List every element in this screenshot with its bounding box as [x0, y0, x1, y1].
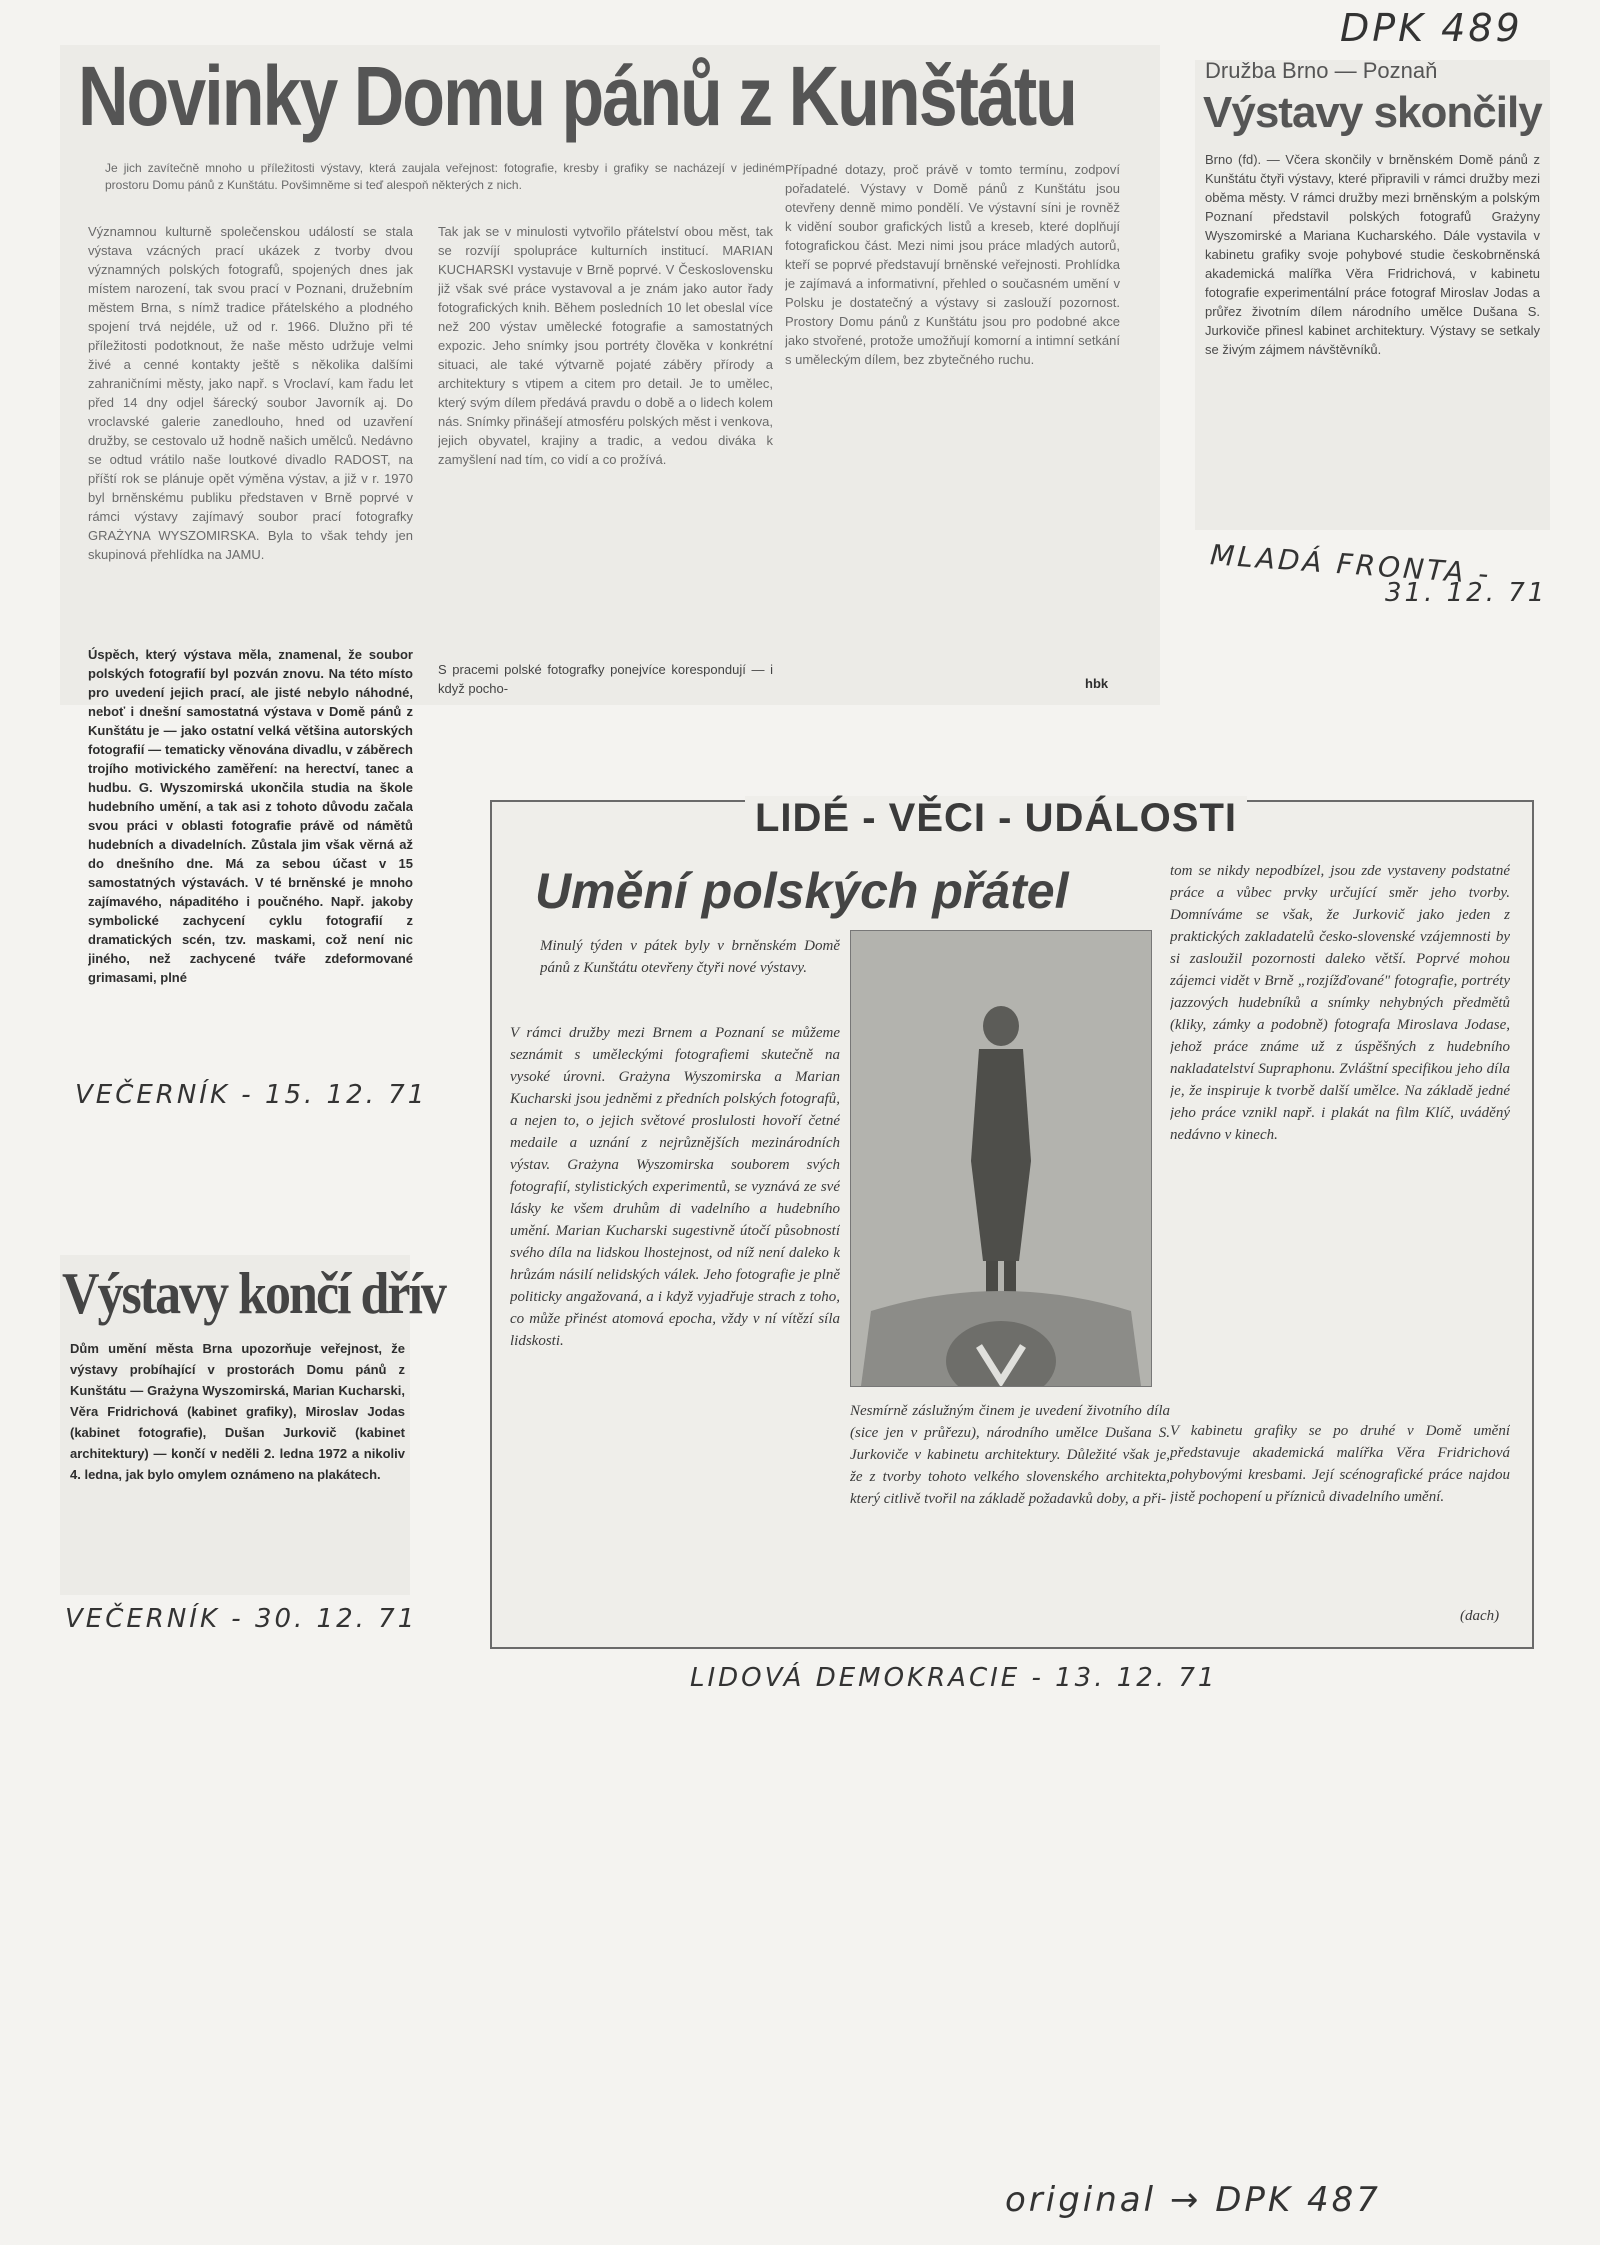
novinky-col-2-end: S pracemi polské fotografky ponejvíce korespondují — i když pocho-	[438, 662, 773, 696]
konci-headline: Výstavy končí dřív	[62, 1261, 445, 1327]
umeni-section-banner: LIDÉ - VĚCI - UDÁLOSTI	[745, 796, 1247, 841]
novinky-headline: Novinky Domu pánů z Kunštátu	[78, 49, 1076, 143]
umeni-headline: Umění polských přátel	[535, 863, 1069, 919]
umeni-left-col: V rámci družby mezi Brnem a Poznaní se můžeme seznámit s uměleckými fotografiemi skutečně na vysoké úrovni. Grażyna Wyszomirska a Marian Kucharski jsou jedněmi z předních polských fotografů, a nejen to, o jejich světové proslulosti hovoří četné medaile a uznání z nejrůznějších mezinárodních výstav. Grażyna Wyszomirska souborem svých fotografií, stylistických experimentů, se vyznává ze své lásky ke všem druhům di vadelního a hudebního umění. Marian Kucharski sugestivně útočí působností svého díla na lidskou lhostejnost, od níž není daleko k hrůzám násilí nelidských válek. Jeho fotografie je plně politicky angažovaná, a i když vyjadřuje strach z toho, co může přinést atomová epocha, vždy v ní vítězí síla lidskosti.	[510, 1025, 840, 1349]
date-mlada-fronta: 31. 12. 71	[1385, 578, 1548, 608]
source-vecernik-2: VEČERNÍK - 30. 12. 71	[65, 1604, 418, 1634]
ref-top-note: DPK 489	[1340, 6, 1523, 50]
source-vecernik-1: VEČERNÍK - 15. 12. 71	[75, 1080, 428, 1110]
umeni-right-col: tom se nikdy nepodbízel, jsou zde vystaveny podstatné práce a vůbec prvky určující směr jeho tvorby. Domníváme se však, že Jurkovič jako jeden z praktických zakladatelů česko-slovenské vzájemnosti by si zasloužil pozornosti daleko větší. Poprvé mohou zájemci vidět v Brně „rozjížďované" fotografie, portréty jazzových hudebníků a snímky nehybných předmětů (kliky, zámky a podobně) fotografa Miroslava Jodase, jehož práce známe už z úspěšných z hudebního nakladatelství Supraphonu. Zvláštní specifikou jeho díla je, že inspiruje k tvorbě další umělce. Na základě jedné jeho práce vznikl např. i plakát na film Klíč, uváděný nedávno v kinech.	[1170, 863, 1510, 1143]
source-lidova-demokracie: LIDOVÁ DEMOKRACIE - 13. 12. 71	[690, 1663, 1218, 1693]
umeni-photo	[850, 930, 1152, 1387]
statue-figure	[851, 931, 1151, 1386]
novinky-col-3: Případné dotazy, proč právě v tomto termínu, zodpoví pořadatelé. Výstavy v Domě pánů z Kunštátu jsou otevřeny denně mimo pondělí. Ve výstavní síni je rovněž k vidění soubor grafických listů a kreseb, které doplňují fotografickou část. Mezi nimi jsou práce mladých autorů, kteří se poprvé představují brněnské veřejnosti. Prohlídka je zajímavá a informativní, přehled o současném umění v Polsku je dostatečný a výstavy si zaslouží pozornost. Prostory Domu pánů z Kunštátu jsou pro podobné akce jako stvořené, protože umožňují komorní a intimní setkání s uměleckým dílem, bez zbytečného ruchu.	[785, 162, 1120, 367]
novinky-signature: hbk	[1085, 676, 1109, 691]
druzba-body: Brno (fd). — Včera skončily v brněnském Domě pánů z Kunštátu čtyři výstavy, které připravili v rámci družby mezi oběma městy. V rámci družby mezi brněnským a polským Poznaní představil polských fotografů Grażyny Wyszomirské a Mariana Kucharského. Dále vystavila v kabinetu grafiky svoje pohybové studie českobrněnská akademická malířka Věra Fridrichová, v kabinetu fotografie experimentální práce fotograf Miroslav Jodas a průřez životním dílem národního umělce Dušana S. Jurkoviče přinesl kabinet architektury. Výstavy se setkaly se živým zájmem návštěvníků.	[1205, 152, 1540, 357]
umeni-signature: (dach)	[1460, 1608, 1500, 1624]
druzba-headline: Výstavy skončily	[1203, 88, 1542, 137]
umeni-right-col-2: V kabinetu grafiky se po druhé v Domě umění představuje akademická malířka Věra Fridrichová pohybovými kresbami. Její scénografické práce najdou jistě pochopení u přízniců divadelního umění.	[1170, 1423, 1510, 1505]
novinky-col-2: Tak jak se v minulosti vytvořilo přátelství obou měst, tak se rozvíjí spolupráce kulturních institucí. MARIAN KUCHARSKI vystavuje v Brně poprvé. V Československu již však své práce vystavoval a je znám jako autor řady fotografických knih. Během posledních 10 let obeslal více než 200 výstav umělecké fotografie a samostatných expozic. Jeho snímky jsou portréty člověka v konkrétní situaci, ale také výtvarně pojaté záběry přírody a architektury s vtipem a citem pro detail. Je to umělec, který svým dílem předává pravdu o době a o lidech kolem nás. Snímky přinášejí atmosféru polských měst i venkova, jejich obyvatel, krajiny a tradic, a vedou diváka k zamyšlení nad tím, co vidí a co prožívá.	[438, 224, 773, 467]
novinky-intro: Je jich zavítečně mnoho u příležitosti výstavy, která zaujala veřejnost: fotografie, kresby i grafiky se nacházejí v jediném prostoru Domu pánů z Kunštátu. Povšimněme si teď alespoň některých z nich.	[105, 161, 785, 192]
original-note: original → DPK 487	[1005, 2180, 1381, 2220]
konci-body: Dům umění města Brna upozorňuje veřejnost, že výstavy probíhající v prostorách Domu pánů z Kunštátu — Grażyna Wyszomirská, Marian Kucharski, Věra Fridrichová (kabinet grafiky), Miroslav Jodas (kabinet fotografie), Dušan Jurkovič (kabinet architektury) — končí v neděli 2. ledna 1972 a nikoliv 4. ledna, jak bylo omylem oznámeno na plakátech.	[70, 1341, 405, 1482]
source-mlada-fronta: MLADÁ FRONTA -	[1209, 538, 1493, 591]
umeni-mid-col: Nesmírně záslužným činem je uvedení životního díla (sice jen v průřezu), národního umělce Dušana S. Jurkoviče v kabinetu architektury. Důležité však je, že z tvorby tohoto velkého slovenského architekta, který citlivě tvořil na základě požadavků doby, a při-	[850, 1403, 1170, 1507]
novinky-col-1-continued: Úspěch, který výstava měla, znamenal, že soubor polských fotografií byl pozván znovu. Na této místo pro uvedení jejich prací, ale jisté nebylo náhodné, neboť i dnešní samostatná výstava v Domě pánů z Kunštátu je — jako ostatní velká většina autorských fotografií — tematicky věnována divadlu, v záběrech trojího motivického zaměření: na herectví, tanec a hudbu. G. Wyszomirská ukončila studia na škole hudebního umění, a tak asi z tohoto důvodu začala svou práci v oblasti fotografie právě od námětů hudebních a divadelních. Zůstala jim však věrná až do dnešního dne. Má za sebou účast v 15 samostatných výstavách. V té brněnské je mnoho zajímavého, nápaditého i poučného. Např. jakoby symbolické zachycení cyklu fotografií z dramatických scén, tzv. maskami, což není nic jiného, než zachycené tváře zdeformované grimasami, plné	[88, 647, 413, 985]
umeni-lead: Minulý týden v pátek byly v brněnském Domě pánů z Kunštátu otevřeny čtyři nové výstavy.	[540, 938, 840, 976]
druzba-kicker: Družba Brno — Poznaň	[1205, 58, 1438, 83]
novinky-col-1: Významnou kulturně společenskou událostí se stala výstava vzácných prací ukázek z tvorby dvou významných polských fotografů, spojených dnes jak místem narození, tak svou prací v Poznani, družebním městem Brna, s nímž tradice přátelského a plodného spojení trvá nejdéle, už od r. 1966. Dlužno při té příležitosti podotknout, že naše město udržuje velmi živé a cenné kontakty ještě s několika dalšími zahraničními městy, jako např. s Vroclaví, kam řadu let před 14 dny odjel šárecký soubor Javorník aj. Do vroclavské galerie zanedlouho, hned od uzavření družby, se cestovalo už hodně našich umělců. Nedávno se odtud vrátilo naše loutkové divadlo RADOST, na příští rok se plánuje opět výměna výstav, a již v r. 1970 byl brněnskému publiku představen v Brně poprvé v rámci výstavy zajímavý soubor prací fotografky GRAŻYNA WYSZOMIRSKA. Byla to však tehdy jen skupinová přehlídka na JAMU.	[88, 224, 413, 562]
